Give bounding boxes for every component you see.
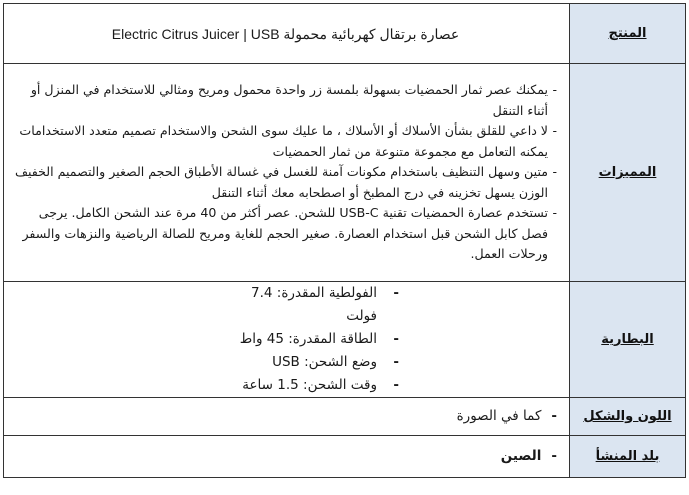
battery-item: - الطاقة المقدرة: 45 واط	[219, 328, 399, 351]
battery-item: - الفولطية المقدرة: 7.4 فولت	[219, 282, 399, 328]
value-origin-cell	[4, 436, 570, 478]
origin-text: الصين	[500, 448, 542, 464]
table-row-origin	[4, 436, 686, 478]
product-spec-table	[3, 3, 686, 478]
feature-item: - متين وسهل التنظيف باستخدام مكونات آمنة للغسل في غسالة الأطباق الحجم الصغير والتصميم الخفيف الوزن يسهل تخزينه في درج المطبخ أو اصطحابه معك أثناء التنقل	[14, 162, 557, 203]
bullet-dash: -	[551, 448, 557, 464]
feature-item: - يمكنك عصر ثمار الحمضيات بسهولة بلمسة زر واحدة محمول ومريح ومثالي للاستخدام في المنزل أو أثناء التنقل	[14, 80, 557, 121]
label-color: اللون والشكل	[570, 398, 686, 436]
label-features: المميزات	[570, 64, 686, 282]
color-text: كما في الصورة	[456, 408, 542, 424]
value-color-cell	[4, 398, 570, 436]
value-battery-cell	[4, 282, 570, 398]
label-battery: البطارية	[570, 282, 686, 398]
bullet-dash: -	[551, 408, 557, 424]
table-row-color	[4, 398, 686, 436]
product-name: عصارة برتقال كهربائية محمولة Electric Citrus Juicer | USB	[111, 26, 460, 42]
battery-item: - وضع الشحن: USB	[219, 351, 399, 374]
feature-item: - لا داعي للقلق بشأن الأسلاك أو الأسلاك ، ما عليك سوى الشحن والاستخدام تصميم متعدد الاستخدامات يمكنه التعامل مع مجموعة متنوعة من ثمار الحمضيات	[14, 121, 557, 162]
spec-document	[3, 3, 686, 478]
origin-value	[14, 446, 557, 467]
table-row-features	[4, 64, 686, 282]
value-product-cell	[4, 4, 570, 64]
label-origin: بلد المنشأ	[570, 436, 686, 478]
label-product: المنتج	[570, 4, 686, 64]
battery-item: - وقت الشحن: 1.5 ساعة	[219, 374, 399, 397]
table-row-battery	[4, 282, 686, 398]
color-value	[14, 406, 557, 427]
value-features-cell	[4, 64, 570, 282]
table-row-product	[4, 4, 686, 64]
features-list	[14, 80, 557, 265]
feature-item: - تستخدم عصارة الحمضيات تقنية USB-C للشحن. عصر أكثر من 40 مرة عند الشحن الكامل. يرجى فصل كابل الشحن قبل استخدام العصارة. صغير الحجم للغاية ومريح للصالة الرياضية والنزهات والسفر ورحلات العمل.	[14, 203, 557, 265]
battery-list	[219, 282, 399, 397]
